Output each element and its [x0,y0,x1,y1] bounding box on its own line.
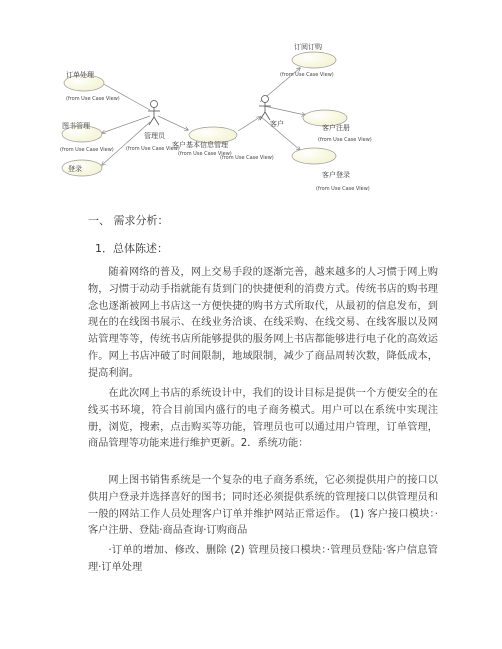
admin-actor [148,101,160,126]
usecase-book-order-label: 订阅订购 [294,43,322,51]
customer-actor-from: (from Use Case View) [220,155,274,161]
usecase-login-label: 登录 [68,165,82,173]
usecase-order-mgmt-from: (from Use Case View) [66,96,120,102]
admin-actor-label: 管理员 [144,132,165,140]
section-heading-requirements: 一、 需求分析： [88,214,169,227]
usecase-customer-login [292,148,336,164]
paragraph-design-goal: 在此次网上书店的系统设计中，我们的设计目标是提供一个方便安全的在线买书环境，符合目前国内盛行的电子商务模式。用户可以在系统中实现注册，浏览，搜索，点击购买等功能，管理员也可以通过用户管理，订单管理，商品管理等功能来进行维护更新。2．系统功能： [88,388,438,450]
usecase-customer-login-label: 客户登录 [322,171,350,179]
paragraph-background: 随着网络的普及，网上交易手段的逐渐完善，越来越多的人习惯于网上购物，习惯于动动手指就能有货到门的快捷便利的消费方式。传统书店的购书理念也逐渐被网上书店这一方便快捷的购书方式所取代，从最初的信息发布，到现在的在线图书展示、在线业务洽谈、在线采购、在线交易、在线客服以及网站管理等等，传统书店所能够提供的服务网上书店都能够进行电子化的高效运作。网上书店冲破了时间限制，地域限制，减少了商品周转次数，降低成本，提高利润。 [88,267,438,379]
usecase-customer-register-from: (from Use Case View) [318,137,372,143]
customer-actor-label: 客户 [270,120,284,128]
usecase-customer-mgmt-from: (from Use Case View) [126,146,180,152]
usecase-customer-mgmt-label: 客户基本信息管理 [172,141,228,149]
paragraph-admin-functions: ·订单的增加、修改、删除 (2) 管理员接口模块：·管理员登陆·客户信息管理·订单处理 [88,545,438,573]
subsection-heading-overview: 1．总体陈述： [95,242,168,255]
usecase-book-query-label: 图书管理 [62,122,90,130]
usecase-customer-login-from: (from Use Case View) [316,186,370,192]
paragraph-system-functions: 网上图书销售系统是一个复杂的电子商务系统，它必须提供用户的接口以供用户登录并选择喜好的图书；同时还必须提供系统的管理接口以供管理员和一般的网站工作人员处理客户订单并维护网站正常运作。 (1) 客户接口模块：·客户注册、登陆·商品查询·订购商品 [88,475,438,537]
usecase-book-query-from: (from Use Case View) [60,147,114,153]
usecase-order-mgmt-label: 订单处理 [66,71,94,79]
usecase-customer-mgmt-from-2: (from Use Case View) [178,151,232,157]
use-case-diagram [60,30,470,200]
usecase-book-order-from: (from Use Case View) [280,72,334,78]
usecase-customer-register-label: 客户注册 [322,124,350,132]
usecase-book-order [292,52,336,68]
